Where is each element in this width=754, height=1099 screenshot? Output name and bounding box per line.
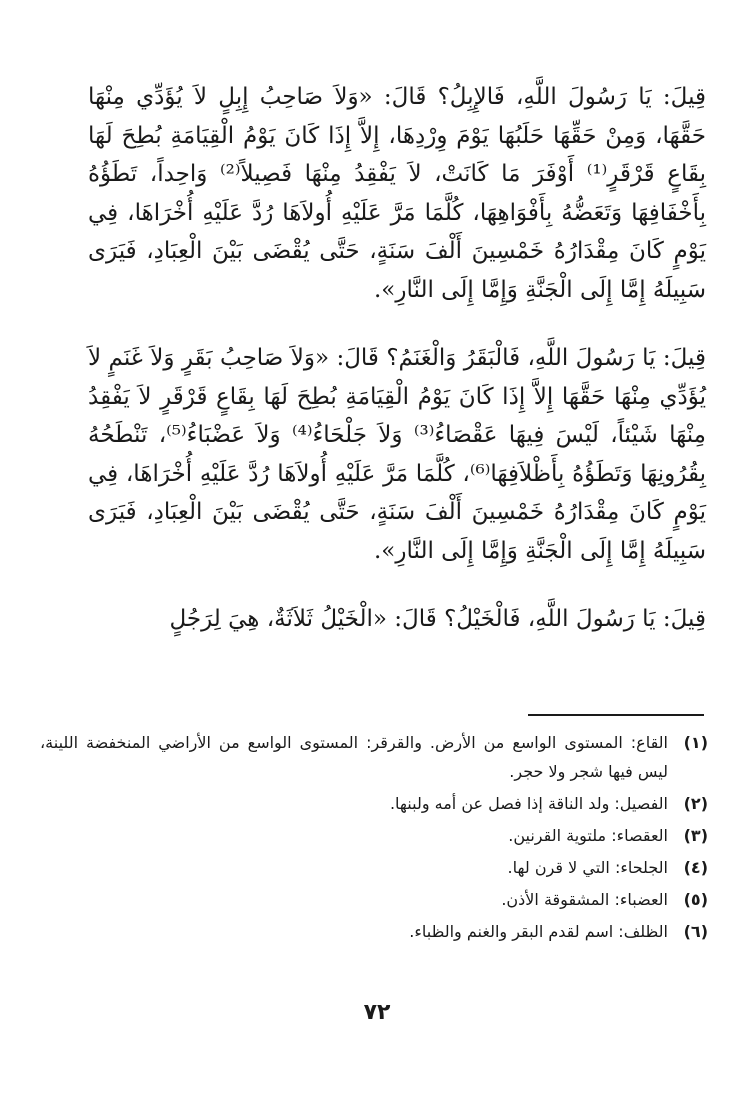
footnote [40,789,708,818]
footnote-text: العقصاء: ملتوية القرنين. [508,826,668,845]
footnotes-list [40,728,708,949]
hadith-paragraph-horses: قِيلَ: يَا رَسُولَ اللَّهِ، فَالْخَيْلُ؟ قَالَ: «الْخَيْلُ ثَلاَثَةٌ، هِيَ لِرَجُلٍ [169,606,706,632]
footnote [40,853,708,882]
main-text [88,78,706,669]
footnote-text: العضباء: المشقوقة الأذن. [501,890,668,909]
footnote-number: (٣) [683,826,708,845]
footnote-text: الظلف: اسم لقدم البقر والغنم والظباء. [409,922,668,941]
footnote [40,885,708,914]
footnote-text: القاع: المستوى الواسع من الأرض. والقرقر: المستوى الواسع من الأراضي المنخفضة اللينة، ليس فيها شجر ولا حجر. [40,733,668,781]
hadith-paragraph-camels: قِيلَ: يَا رَسُولَ اللَّهِ، فَالإِبِلُ؟ قَالَ: «وَلاَ صَاحِبُ إِبِلٍ لاَ يُؤَدِّي مِنْهَا حَقَّهَا، وَمِنْ حَقِّهَا حَلَبُهَا يَوْمَ وِرْدِهَا، إِلاَّ إِذَا كَانَ يَوْمُ الْقِيَامَةِ بُطِحَ لَهَا بِقَاعٍ قَرْقَرٍ⁽¹⁾ أَوْفَرَ مَا كَانَتْ، لاَ يَفْقِدُ مِنْهَا فَصِيلاً⁽²⁾ وَاحِداً، تَطَؤُهُ بِأَخْفَافِهَا وَتَعَضُّهُ بِأَفْوَاهِهَا، كُلَّمَا مَرَّ عَلَيْهِ أُولاَهَا رُدَّ عَلَيْهِ أُخْرَاهَا، فِي يَوْمٍ كَانَ مِقْدَارُهُ خَمْسِينَ أَلْفَ سَنَةٍ، حَتَّى يُقْضَى بَيْنَ الْعِبَادِ، فَيَرَى سَبِيلَهُ إِمَّا إِلَى الْجَنَّةِ وَإِمَّا إِلَى النَّارِ». [88,84,707,303]
footnote-text: الجلحاء: التي لا قرن لها. [507,858,668,877]
footnote [40,917,708,946]
footnote-number: (١) [683,733,708,752]
footnote [40,821,708,850]
footnote-number: (٤) [683,858,708,877]
footnote [40,728,708,786]
footnote-number: (٥) [683,890,708,909]
footnote-text: الفصيل: ولد الناقة إذا فصل عن أمه ولبنها. [389,794,668,813]
footnote-number: (٦) [683,922,708,941]
page-number: ٧٢ [363,1000,391,1025]
footnote-number: (٢) [683,794,708,813]
footnote-divider [528,714,704,716]
hadith-paragraph-cattle-sheep: قِيلَ: يَا رَسُولَ اللَّهِ، فَالْبَقَرُ وَالْغَنَمُ؟ قَالَ: «وَلاَ صَاحِبُ بَقَرٍ وَلاَ غَنَمٍ لاَ يُؤَدِّي مِنْهَا حَقَّهَا إِلاَّ إِذَا كَانَ يَوْمُ الْقِيَامَةِ بُطِحَ لَهَا بِقَاعٍ قَرْقَرٍ لاَ يَفْقِدُ مِنْهَا شَيْئاً، لَيْسَ فِيهَا عَقْصَاءُ⁽³⁾ وَلاَ جَلْحَاءُ⁽⁴⁾ وَلاَ عَضْبَاءُ⁽⁵⁾، تَنْطَحُهُ بِقُرُونِهَا وَتَطَؤُهُ بِأَظْلاَفِهَا⁽⁶⁾، كُلَّمَا مَرَّ عَلَيْهِ أُولاَهَا رُدَّ عَلَيْهِ أُخْرَاهَا، فِي يَوْمٍ كَانَ مِقْدَارُهُ خَمْسِينَ أَلْفَ سَنَةٍ، حَتَّى يُقْضَى بَيْنَ الْعِبَادِ، فَيَرَى سَبِيلَهُ إِمَّا إِلَى الْجَنَّةِ وَإِمَّا إِلَى النَّارِ». [88,345,707,564]
